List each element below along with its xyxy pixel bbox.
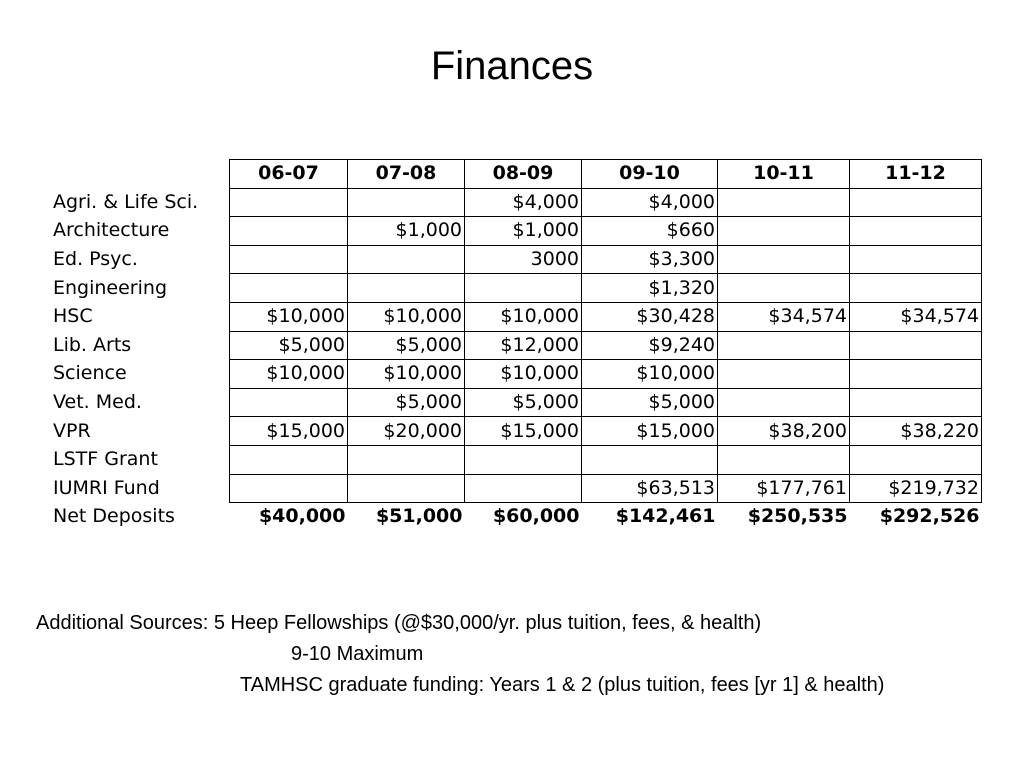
table-cell — [230, 474, 348, 503]
column-header: 11-12 — [850, 160, 982, 189]
row-label: IUMRI Fund — [53, 476, 160, 499]
table-cell — [348, 445, 465, 474]
column-header: 08-09 — [465, 160, 582, 189]
table-cell: $3,300 — [582, 245, 718, 274]
table-cell: $63,513 — [582, 474, 718, 503]
table-cell — [582, 445, 718, 474]
table-cell — [465, 474, 582, 503]
slide-title: Finances — [430, 44, 594, 88]
table-cell: $5,000 — [465, 388, 582, 417]
row-label: Vet. Med. — [53, 391, 142, 414]
table-cell — [850, 331, 982, 360]
table-cell: $1,000 — [348, 217, 465, 246]
table-cell — [850, 274, 982, 303]
table-row — [47, 474, 982, 503]
table-row — [47, 274, 982, 303]
table-cell — [850, 388, 982, 417]
total-label: Net Deposits — [53, 505, 175, 528]
row-label: Lib. Arts — [53, 333, 132, 356]
table-cell — [230, 188, 348, 217]
table-cell — [850, 445, 982, 474]
table-cell — [850, 217, 982, 246]
table-cell: $10,000 — [230, 360, 348, 389]
table-cell: $30,428 — [582, 302, 718, 331]
table-cell — [718, 331, 850, 360]
table-row — [47, 245, 982, 274]
table-cell — [230, 445, 348, 474]
table-cell: $10,000 — [465, 302, 582, 331]
table-cell: $1,000 — [465, 217, 582, 246]
notes-line-maximum: 9-10 Maximum — [291, 643, 424, 665]
table-cell: $12,000 — [465, 331, 582, 360]
table-cell — [348, 188, 465, 217]
total-cell: $40,000 — [258, 505, 346, 528]
table-cell: $38,200 — [718, 417, 850, 446]
table-cell: $9,240 — [582, 331, 718, 360]
table-cell — [465, 274, 582, 303]
table-cell: $5,000 — [348, 388, 465, 417]
table-row — [47, 302, 982, 331]
row-label: VPR — [53, 419, 91, 442]
table-corner — [47, 160, 230, 189]
table-cell: $15,000 — [230, 417, 348, 446]
table-cell — [850, 188, 982, 217]
notes-line-additional-sources: Additional Sources: 5 Heep Fellowships (@$30,000/yr. plus tuition, fees, & health) — [36, 612, 762, 634]
table-cell — [230, 388, 348, 417]
table-cell: $660 — [582, 217, 718, 246]
table-cell — [718, 274, 850, 303]
table-cell — [718, 245, 850, 274]
total-cell: $60,000 — [492, 505, 580, 528]
table-cell: $15,000 — [465, 417, 582, 446]
table-cell: $10,000 — [348, 302, 465, 331]
table-cell — [348, 245, 465, 274]
row-label: Ed. Psyc. — [53, 248, 138, 271]
finances-table — [47, 159, 982, 531]
row-label: LSTF Grant — [53, 448, 158, 471]
table-cell — [718, 217, 850, 246]
table-cell: $34,574 — [850, 302, 982, 331]
row-label: Science — [53, 362, 127, 385]
table-cell — [850, 245, 982, 274]
table-cell: $10,000 — [582, 360, 718, 389]
table-cell: $4,000 — [465, 188, 582, 217]
total-cell: $292,526 — [879, 505, 980, 528]
table-total-row — [47, 503, 982, 531]
table-cell: $5,000 — [582, 388, 718, 417]
table-cell: $177,761 — [718, 474, 850, 503]
table-header-row — [47, 160, 982, 189]
table-cell: $4,000 — [582, 188, 718, 217]
table-row — [47, 388, 982, 417]
table-cell: $10,000 — [465, 360, 582, 389]
table-cell — [230, 274, 348, 303]
row-label: Engineering — [53, 276, 167, 299]
table-cell: $1,320 — [582, 274, 718, 303]
row-label: Agri. & Life Sci. — [53, 190, 199, 213]
row-label: HSC — [53, 305, 93, 328]
table-cell: $20,000 — [348, 417, 465, 446]
table-row — [47, 445, 982, 474]
table-cell — [230, 217, 348, 246]
total-cell: $51,000 — [375, 505, 463, 528]
total-cell: $250,535 — [747, 505, 848, 528]
table-cell: $10,000 — [348, 360, 465, 389]
table-cell: $5,000 — [348, 331, 465, 360]
table-cell — [718, 388, 850, 417]
table-cell: $15,000 — [582, 417, 718, 446]
table-cell — [230, 245, 348, 274]
table-cell — [465, 445, 582, 474]
notes-line-tamhsc: TAMHSC graduate funding: Years 1 & 2 (plus tuition, fees [yr 1] & health) — [240, 674, 885, 696]
column-header: 09-10 — [582, 160, 718, 189]
table-cell: $10,000 — [230, 302, 348, 331]
table-cell: $5,000 — [230, 331, 348, 360]
table-row — [47, 417, 982, 446]
table-row — [47, 360, 982, 389]
table-cell — [718, 188, 850, 217]
column-header: 07-08 — [348, 160, 465, 189]
row-label: Architecture — [53, 219, 170, 242]
table-cell — [850, 360, 982, 389]
column-header: 10-11 — [718, 160, 850, 189]
table-cell — [718, 360, 850, 389]
table-cell — [718, 445, 850, 474]
table-row — [47, 331, 982, 360]
table-cell: $219,732 — [850, 474, 982, 503]
table-cell: 3000 — [465, 245, 582, 274]
table-cell: $38,220 — [850, 417, 982, 446]
table-row — [47, 188, 982, 217]
column-header: 06-07 — [230, 160, 348, 189]
total-cell: $142,461 — [615, 505, 716, 528]
table-cell: $34,574 — [718, 302, 850, 331]
table-cell — [348, 274, 465, 303]
table-row — [47, 217, 982, 246]
table-cell — [348, 474, 465, 503]
